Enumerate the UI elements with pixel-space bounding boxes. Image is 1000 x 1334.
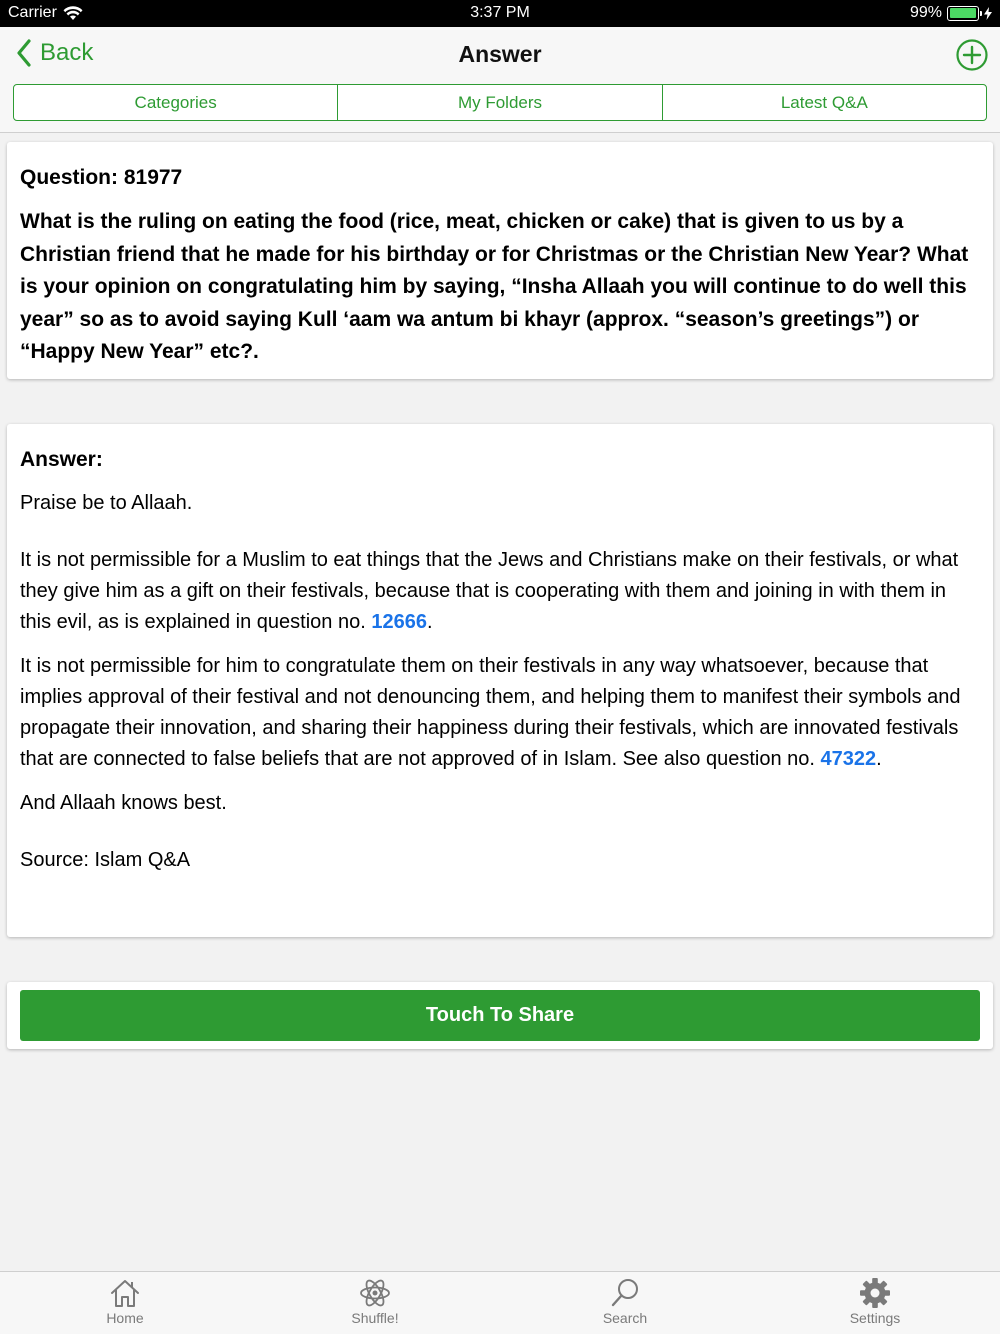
tab-bar	[0, 1271, 1000, 1334]
tab-home-label: Home	[106, 1310, 144, 1326]
battery-indicator	[910, 4, 992, 22]
charging-bolt-icon	[984, 7, 992, 20]
share-button[interactable]: Touch To Share	[20, 990, 980, 1041]
question-heading: Question: 81977	[20, 166, 183, 189]
answer-paragraph-2-text: It is not permissible for him to congratulate them on their festivals in any way whatsoever, because that implies approval of their festival and not denouncing them, and helping them to manifest their symbols and propagate their innovation, and sharing their happiness during their festivals, which are innovated festivals that are connected to false beliefs that are not approved of in Islam. See also question no.	[20, 655, 961, 770]
question-link-47322[interactable]: 47322	[820, 748, 877, 770]
back-label: Back	[40, 39, 94, 66]
tab-search-label: Search	[602, 1310, 648, 1326]
navigation-bar	[0, 27, 1000, 133]
gear-icon	[858, 1278, 892, 1308]
share-card	[7, 982, 993, 1049]
search-icon	[608, 1278, 642, 1308]
segment-my-folders[interactable]: My Folders	[337, 85, 661, 120]
answer-intro: Praise be to Allaah.	[20, 492, 193, 514]
add-to-folder-button[interactable]	[956, 39, 988, 76]
answer-heading: Answer:	[20, 448, 103, 471]
tab-search[interactable]	[500, 1272, 750, 1334]
answer-paragraph-1-end: .	[426, 611, 433, 633]
home-icon	[108, 1278, 142, 1308]
question-link-12666[interactable]: 12666	[371, 611, 427, 633]
segment-categories[interactable]: Categories	[134, 92, 217, 112]
battery-fill	[950, 8, 977, 18]
question-card	[7, 142, 993, 379]
atom-icon	[358, 1278, 392, 1308]
answer-paragraph-2-end: .	[876, 748, 882, 770]
answer-card	[7, 424, 993, 937]
section-segmented-control	[13, 84, 987, 121]
status-bar	[0, 0, 1000, 27]
plus-circle-icon	[956, 39, 988, 71]
page-title: Answer	[458, 41, 542, 67]
battery-icon	[947, 6, 979, 21]
tab-shuffle[interactable]	[250, 1272, 500, 1334]
segment-latest-qa[interactable]: Latest Q&A	[662, 85, 986, 120]
question-text: What is the ruling on eating the food (rice, meat, chicken or cake) that is given to us by a Christian friend that he made for his birthday or for Christmas or the Christian New Year? What is your opinion on congratulating him by saying, “Insha Allaah you will continue to do well this year” so as to avoid saying Kull ‘aam wa antum bi khayr (approx. “season’s greetings”) or “Happy New Year” etc?.	[20, 210, 969, 363]
tab-home[interactable]	[0, 1272, 250, 1334]
battery-percent: 99%	[909, 4, 942, 21]
tab-settings-label: Settings	[849, 1310, 901, 1326]
answer-source: Source: Islam Q&A	[20, 849, 191, 871]
tab-shuffle-label: Shuffle!	[351, 1310, 399, 1326]
answer-paragraph-2	[20, 651, 980, 775]
answer-closing: And Allaah knows best.	[20, 792, 227, 814]
status-time: 3:37 PM	[470, 4, 530, 21]
carrier-label: Carrier	[8, 4, 57, 21]
answer-paragraph-1	[20, 545, 980, 638]
tab-settings[interactable]	[750, 1272, 1000, 1334]
answer-paragraph-1-text: It is not permissible for a Muslim to eat things that the Jews and Christians make on their festivals, or what they give him as a gift on their festivals, because that is cooperating with them and joining in with them in this evil, as is explained in question no.	[20, 549, 959, 633]
